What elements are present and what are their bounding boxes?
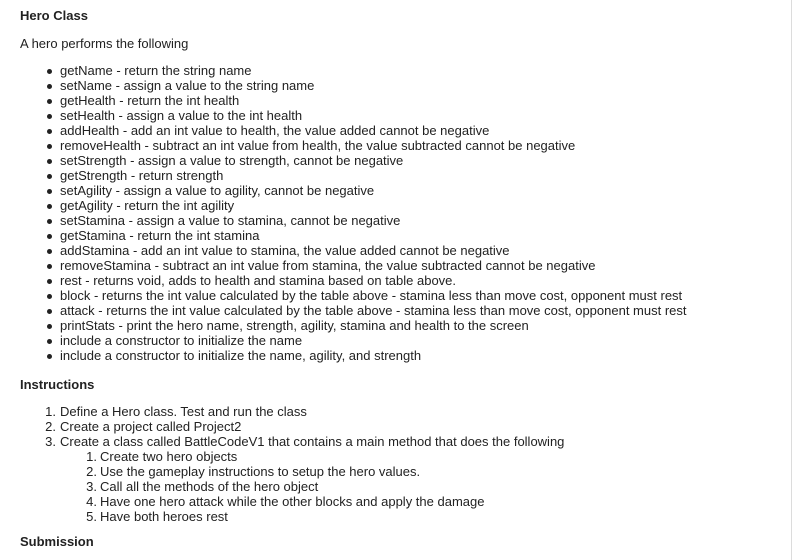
bullet-icon [47, 354, 52, 359]
bullet-icon [47, 309, 52, 314]
bullet-icon [47, 159, 52, 164]
bullet-icon [47, 114, 52, 119]
list-item: setAgility - assign a value to agility, cannot be negative [0, 183, 687, 198]
list-item: setStamina - assign a value to stamina, cannot be negative [0, 213, 687, 228]
bullet-icon [47, 294, 52, 299]
list-item: 5. Have both heroes rest [86, 509, 228, 524]
list-item: getStrength - return strength [0, 168, 687, 183]
list-item: addHealth - add an int value to health, the value added cannot be negative [0, 123, 687, 138]
list-item: block - returns the int value calculated by the table above - stamina less than move cost, opponent must rest [0, 288, 687, 303]
list-item: getStamina - return the int stamina [0, 228, 687, 243]
list-item: 4. Have one hero attack while the other blocks and apply the damage [86, 494, 485, 509]
list-item: removeStamina - subtract an int value from stamina, the value subtracted cannot be negative [0, 258, 687, 273]
bullet-icon [47, 189, 52, 194]
list-item: removeHealth - subtract an int value from health, the value subtracted cannot be negative [0, 138, 687, 153]
list-item: attack - returns the int value calculated by the table above - stamina less than move cost, opponent must rest [0, 303, 687, 318]
list-item: rest - returns void, adds to health and stamina based on table above. [0, 273, 687, 288]
bullet-icon [47, 279, 52, 284]
method-list [0, 63, 687, 363]
intro-text: A hero performs the following [20, 36, 189, 51]
bullet-icon [47, 144, 52, 149]
bullet-icon [47, 84, 52, 89]
list-item: 2. Create a project called Project2 [45, 419, 242, 434]
instruction-steps [0, 404, 564, 524]
list-item: 3. Call all the methods of the hero object [86, 479, 319, 494]
list-item: 1. Define a Hero class. Test and run the class [45, 404, 307, 419]
bullet-icon [47, 339, 52, 344]
bullet-icon [47, 204, 52, 209]
list-item: 3. Create a class called BattleCodeV1 that contains a main method that does the following 1. Create two hero objects 2. Use the gameplay instructions to setup the hero values. 3. Call all the methods of the hero object 4. Have one hero attack while the other blocks and apply the damage 5. Have both heroes rest [45, 434, 565, 524]
bullet-icon [47, 69, 52, 74]
bullet-icon [47, 234, 52, 239]
list-item: setName - assign a value to the string name [0, 78, 687, 93]
list-item: 1. Create two hero objects [86, 449, 238, 464]
list-item: getHealth - return the int health [0, 93, 687, 108]
list-item: getAgility - return the int agility [0, 198, 687, 213]
bullet-icon [47, 219, 52, 224]
list-item: setHealth - assign a value to the int health [0, 108, 687, 123]
section-title-hero-class: Hero Class [20, 8, 88, 23]
bullet-icon [47, 264, 52, 269]
list-item: getName - return the string name [0, 63, 687, 78]
list-item: addStamina - add an int value to stamina, the value added cannot be negative [0, 243, 687, 258]
bullet-icon [47, 174, 52, 179]
section-title-submission: Submission [20, 534, 94, 549]
bullet-icon [47, 324, 52, 329]
bullet-icon [47, 129, 52, 134]
list-item: include a constructor to initialize the name, agility, and strength [0, 348, 687, 363]
list-item: 2. Use the gameplay instructions to setup the hero values. [86, 464, 421, 479]
section-title-instructions: Instructions [20, 377, 95, 392]
list-item: printStats - print the hero name, strength, agility, stamina and health to the screen [0, 318, 687, 333]
bullet-icon [47, 249, 52, 254]
sub-steps [60, 449, 564, 524]
list-item: include a constructor to initialize the name [0, 333, 687, 348]
list-item: setStrength - assign a value to strength, cannot be negative [0, 153, 687, 168]
bullet-icon [47, 99, 52, 104]
